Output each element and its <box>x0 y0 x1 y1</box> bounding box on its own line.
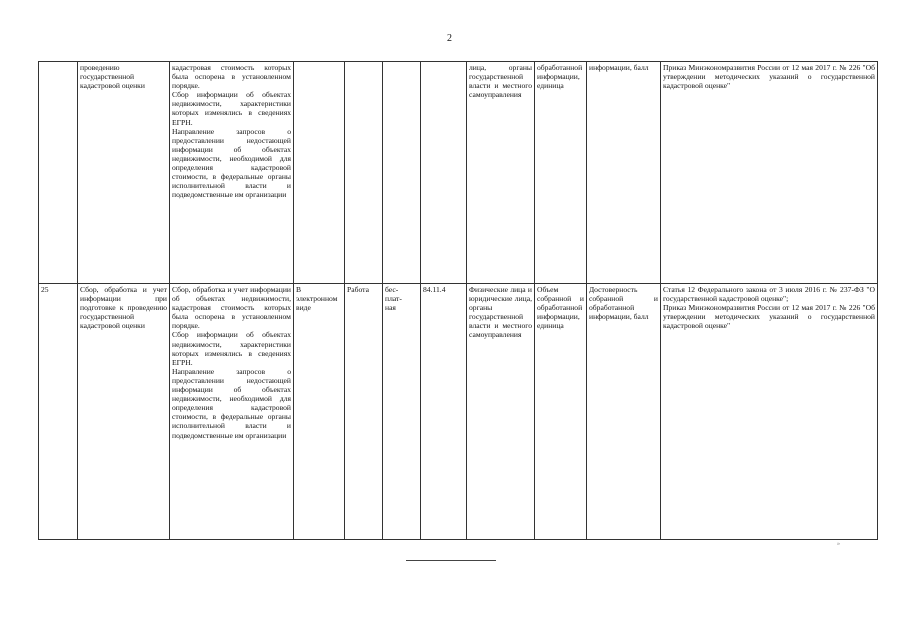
cell-service-name: Сбор, обработка и учет информации при подготовке к проведению государственной кадастровой оценки <box>78 284 170 540</box>
corner-mark: » <box>837 541 840 547</box>
cell-payment <box>383 62 421 284</box>
cell-okved: 84.11.4 <box>421 284 467 540</box>
cell-service-name: проведению государственной кадастровой оценки <box>78 62 170 284</box>
cell-consumers: лица, органы государственной власти и местного самоуправления <box>467 62 535 284</box>
cell-payment: бес- плат- ная <box>383 284 421 540</box>
cell-type: Работа <box>345 284 383 540</box>
cell-consumers: Физические лица и юридические лица, органы государственной власти и местного самоуправления <box>467 284 535 540</box>
table-row <box>39 62 878 284</box>
cell-okved <box>421 62 467 284</box>
cell-quality-indicator: информации, балл <box>587 62 661 284</box>
cell-legal-basis: Приказ Минэкономразвития России от 12 мая 2017 г. № 226 "Об утверждении методических указаний о государственной кадастровой оценке" <box>661 62 878 284</box>
table-row <box>39 284 878 540</box>
cell-form <box>294 62 345 284</box>
page-number: 2 <box>447 33 452 44</box>
cell-volume-indicator: обработанной информации, единица <box>535 62 587 284</box>
footnote-separator-line <box>406 560 496 561</box>
cell-legal-basis: Статья 12 Федерального закона от 3 июля 2016 г. № 237-ФЗ "О государственной кадастровой оценке"; Приказ Минэкономразвития России от 12 мая 2017 г. № 226 "Об утверждении методических указаний о государственной кадастровой оценке" <box>661 284 878 540</box>
cell-content: кадастровая стоимость которых была оспорена в установленном порядке. Сбор информации об объектах недвижимости, характеристики которых изменялись в сведениях ЕГРН. Направление запросов о предоставлении недостающей информации об объектах недвижимости, необходимой для определения кадастровой стоимости, в федеральные органы исполнительной власти и подведомственные им организации <box>170 62 294 284</box>
cell-number: 25 <box>39 284 78 540</box>
cell-form: В электронном виде <box>294 284 345 540</box>
cell-type <box>345 62 383 284</box>
cell-volume-indicator: Объем собранной и обработанной информации, единица <box>535 284 587 540</box>
cell-content: Сбор, обработка и учет информации об объектах недвижимости, кадастровая стоимость которых была оспорена в установленном порядке. Сбор информации об объектах недвижимости, характеристики которых изменялись в сведениях ЕГРН. Направление запросов о предоставлении недостающей информации об объектах недвижимости, необходимой для определения кадастровой стоимости, в федеральные органы исполнительной власти и подведомственные им организации <box>170 284 294 540</box>
cell-number <box>39 62 78 284</box>
cell-quality-indicator: Достоверность собранной и обработанной информации, балл <box>587 284 661 540</box>
services-registry-table <box>38 61 878 540</box>
